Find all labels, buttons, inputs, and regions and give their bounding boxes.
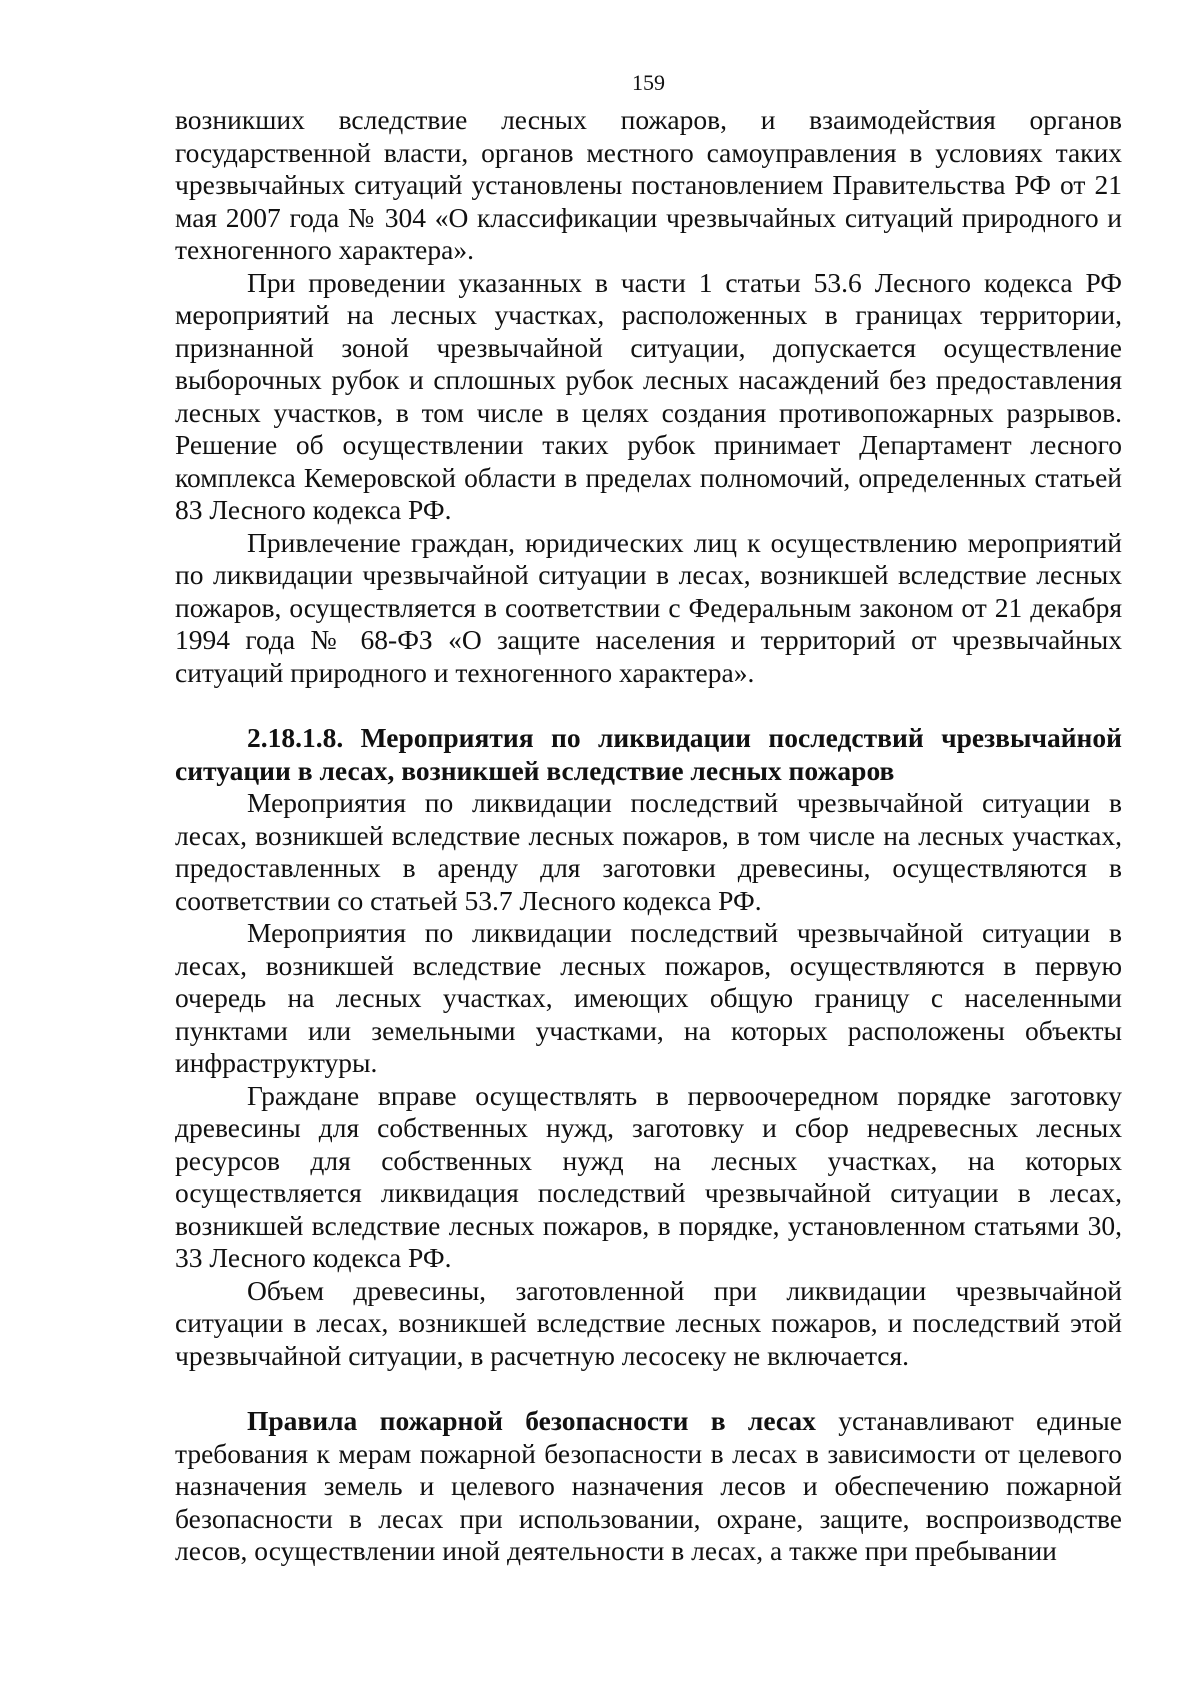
paragraph-3: Привлечение граждан, юридических лиц к осуществлению мероприятий по ликвидации чрезвычайной ситуации в лесах, возникшей вследствие лесных пожаров, осуществляется в соответствии с Федеральным законом от 21 декабря 1994 года № 68-ФЗ «О защите населения и территорий от чрезвычайных ситуаций природного и техногенного характера». (175, 526, 1122, 688)
paragraph-1: возникших вследствие лесных пожаров, и взаимодействия органов государственной власти, органов местного самоуправления в условиях таких чрезвычайных ситуаций установлены постановлением Правительства РФ от 21 мая 2007 года № 304 «О классификации чрезвычайных ситуаций природного и техногенного характера». (175, 104, 1122, 265)
paragraph-4: Мероприятия по ликвидации последствий чрезвычайной ситуации в лесах, возникшей вследствие лесных пожаров, в том числе на лесных участках, предоставленных в аренду для заготовки древесины, осуществляются в соответствии со статьей 53.7 Лесного кодекса РФ. (175, 787, 1122, 916)
document-page (175, 70, 1122, 1568)
page-number: 159 (632, 70, 665, 95)
paragraph-7: Объем древесины, заготовленной при ликвидации чрезвычайной ситуации в лесах, возникшей вследствие лесных пожаров, и последствий этой чрезвычайной ситуации, в расчетную лесосеку не включается. (175, 1274, 1122, 1371)
paragraph-5: Мероприятия по ликвидации последствий чрезвычайной ситуации в лесах, возникшей вследствие лесных пожаров, осуществляются в первую очередь на лесных участках, имеющих общую границу с населенными пунктами или земельными участками, на которых расположены объекты инфраструктуры. (175, 917, 1122, 1078)
rules-description: устанавливают единые требования к мерам пожарной безопасности в лесах в зависимости от целевого назначения земель и целевого назначения лесов и обеспечению пожарной безопасности в лесах при использовании, охране, защите, воспроизводстве лесов, осуществлении иной деятельности в лесах, а также при пребывании (175, 1405, 1122, 1566)
paragraph-8 (175, 1405, 1122, 1568)
section-heading: 2.18.1.8. Мероприятия по ликвидации последствий чрезвычайной ситуации в лесах, возникшей вследствие лесных пожаров (175, 722, 1122, 786)
rules-term: Правила пожарной безопасности в лесах (247, 1405, 816, 1436)
paragraph-6: Граждане вправе осуществлять в первоочередном порядке заготовку древесины для собственных нужд, заготовку и сбор недревесных лесных ресурсов для собственных нужд на лесных участках, на которых осуществляется ликвидация последствий чрезвычайной ситуации в лесах, возникшей вследствие лесных пожаров, в порядке, установленном статьями 30, 33 Лесного кодекса РФ. (175, 1079, 1122, 1273)
paragraph-2: При проведении указанных в части 1 статьи 53.6 Лесного кодекса РФ мероприятий на лесных участках, расположенных в границах территории, признанной зоной чрезвычайной ситуации, допускается осуществление выборочных рубок и сплошных рубок лесных насаждений без предоставления лесных участков, в том числе в целях создания противопожарных разрывов. Решение об осуществлении таких рубок принимает Департамент лесного комплекса Кемеровской области в пределах полномочий, определенных статьей 83 Лесного кодекса РФ. (175, 266, 1122, 525)
